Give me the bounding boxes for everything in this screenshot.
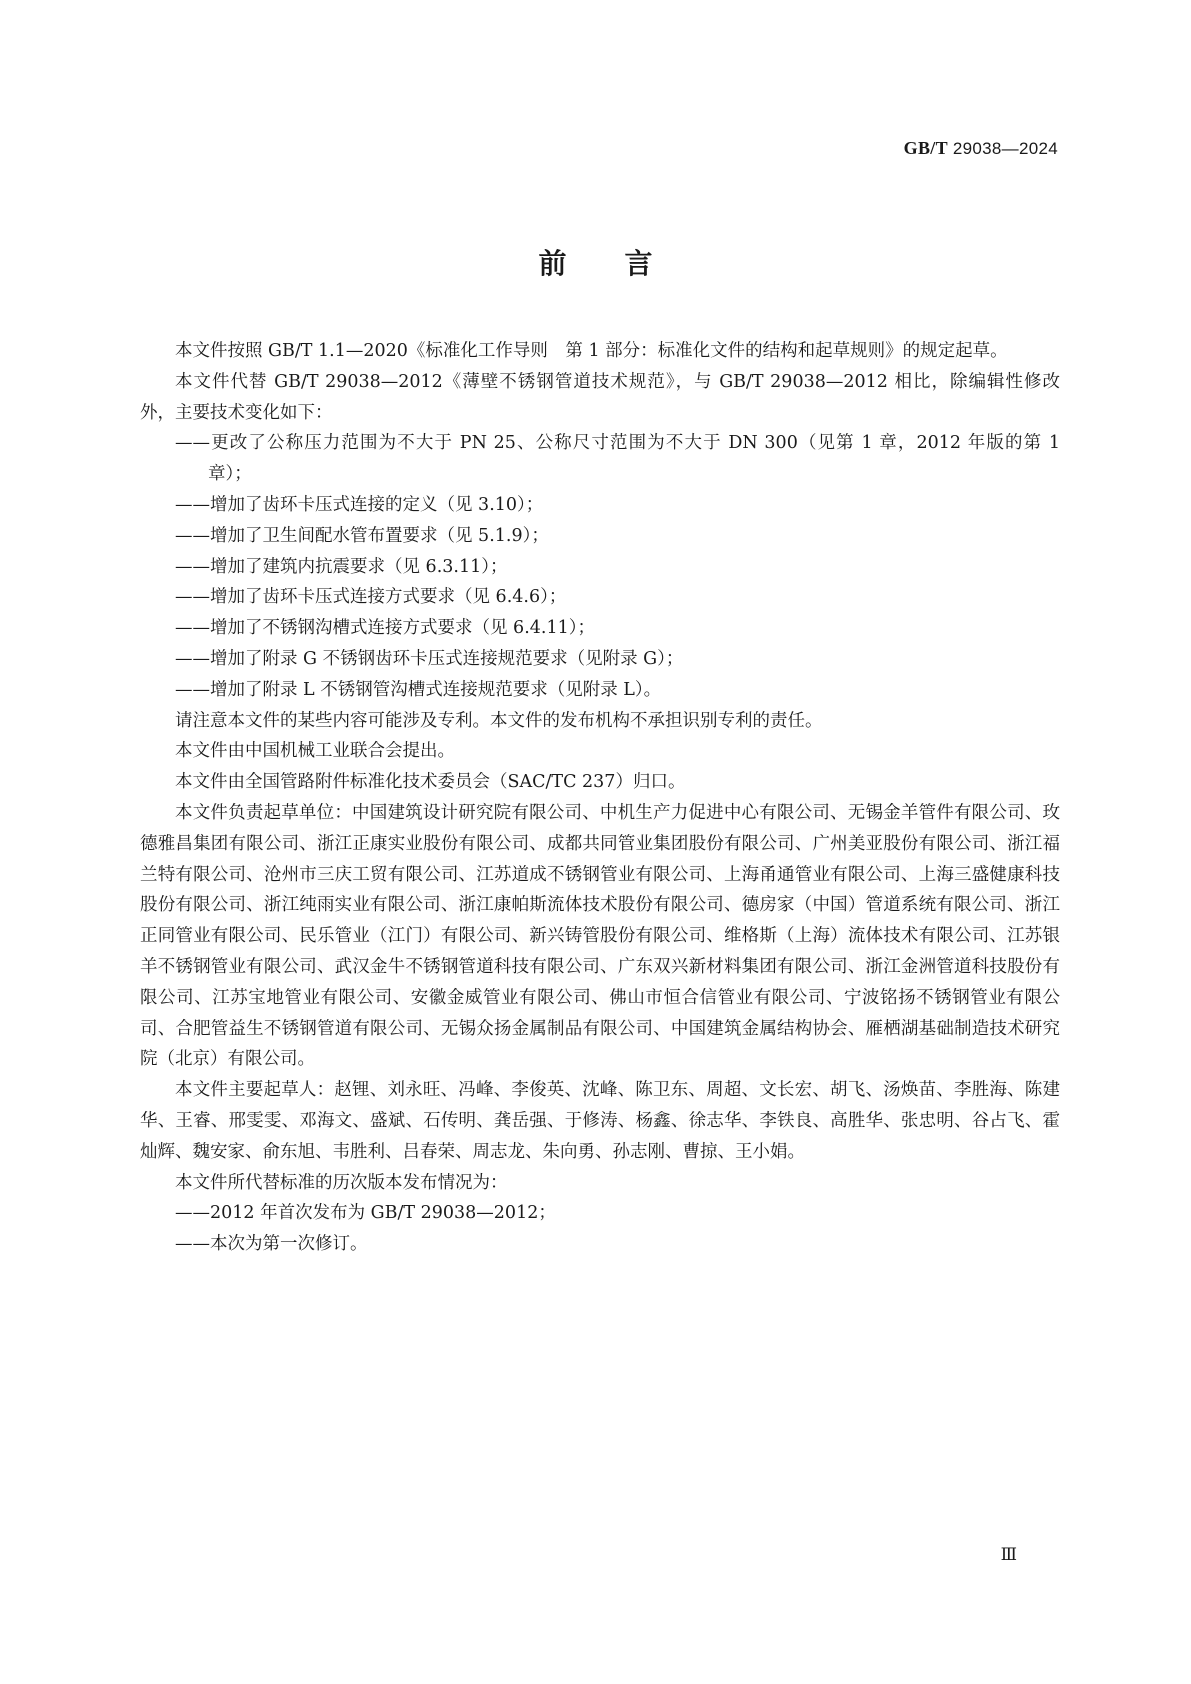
standard-code-number: 29038—2024 [952, 139, 1058, 158]
paragraph-replacement: 本文件代替 GB/T 29038—2012《薄壁不锈钢管道技术规范》，与 GB/T 29038—2012 相比，除编辑性修改外，主要技术变化如下： [140, 371, 1060, 423]
change-item: ——增加了附录 G 不锈钢齿环卡压式连接规范要求（见附录 G）； [175, 648, 684, 669]
page-number: Ⅲ [1000, 1545, 1016, 1565]
page-title: 前言 [538, 247, 711, 280]
change-item: ——增加了卫生间配水管布置要求（见 5.1.9）； [175, 525, 549, 546]
paragraph-drafting-rules: 本文件按照 GB/T 1.1—2020《标准化工作导则 第 1 部分：标准化文件的结构和起草规则》的规定起草。 [175, 341, 1008, 361]
paragraph-history-intro: 本文件所代替标准的历次版本发布情况为： [175, 1172, 508, 1193]
foreword-body [140, 336, 1060, 1260]
change-item: ——增加了齿环卡压式连接方式要求（见 6.4.6）； [175, 587, 567, 608]
paragraph-proposer: 本文件由中国机械工业联合会提出。 [175, 741, 455, 762]
history-item: ——2012 年首次发布为 GB/T 29038—2012； [175, 1203, 556, 1224]
change-item: ——更改了公称压力范围为不大于 PN 25、公称尺寸范围为不大于 DN 300（见第 1 章，2012 年版的第 1 章）； [175, 433, 1060, 485]
paragraph-committee: 本文件由全国管路附件标准化技术委员会（SAC/TC 237）归口。 [175, 772, 686, 793]
standard-code-prefix: GB/T [903, 138, 948, 158]
standard-code [904, 138, 1058, 159]
change-item: ——增加了建筑内抗震要求（见 6.3.11）； [175, 556, 508, 577]
paragraph-drafters: 本文件主要起草人：赵锂、刘永旺、冯峰、李俊英、沈峰、陈卫东、周超、文长宏、胡飞、汤焕苗、李胜海、陈建华、王睿、邢雯雯、邓海文、盛斌、石传明、龚岳强、于修涛、杨鑫、徐志华、李铁良、高胜华、张忠明、谷占飞、霍灿辉、魏安家、俞东旭、韦胜利、吕春荣、周志龙、朱向勇、孙志刚、曹掠、王小娟。 [140, 1080, 1060, 1162]
change-item: ——增加了齿环卡压式连接的定义（见 3.10）； [175, 494, 544, 515]
change-item: ——增加了附录 L 不锈钢管沟槽式连接规范要求（见附录 L）。 [175, 679, 662, 700]
change-item: ——增加了不锈钢沟槽式连接方式要求（见 6.4.11）； [175, 618, 595, 639]
paragraph-patent-notice: 请注意本文件的某些内容可能涉及专利。本文件的发布机构不承担识别专利的责任。 [175, 710, 823, 731]
history-item: ——本次为第一次修订。 [175, 1234, 368, 1255]
paragraph-drafting-units: 本文件负责起草单位：中国建筑设计研究院有限公司、中机生产力促进中心有限公司、无锡金羊管件有限公司、玫德雅昌集团有限公司、浙江正康实业股份有限公司、成都共同管业集团股份有限公司、广州美亚股份有限公司、浙江福兰特有限公司、沧州市三庆工贸有限公司、江苏道成不锈钢管业有限公司、上海甬通管业有限公司、上海三盛健康科技股份有限公司、浙江纯雨实业有限公司、浙江康帕斯流体技术股份有限公司、德房家（中国）管道系统有限公司、浙江正同管业有限公司、民乐管业（江门）有限公司、新兴铸管股份有限公司、维格斯（上海）流体技术有限公司、江苏银羊不锈钢管业有限公司、武汉金牛不锈钢管道科技有限公司、广东双兴新材料集团有限公司、浙江金洲管道科技股份有限公司、江苏宝地管业有限公司、安徽金威管业有限公司、佛山市恒合信管业有限公司、宁波铭扬不锈钢管业有限公司、合肥管益生不锈钢管道有限公司、无锡众扬金属制品有限公司、中国建筑金属结构协会、雁栖湖基础制造技术研究院（北京）有限公司。 [140, 802, 1060, 1070]
